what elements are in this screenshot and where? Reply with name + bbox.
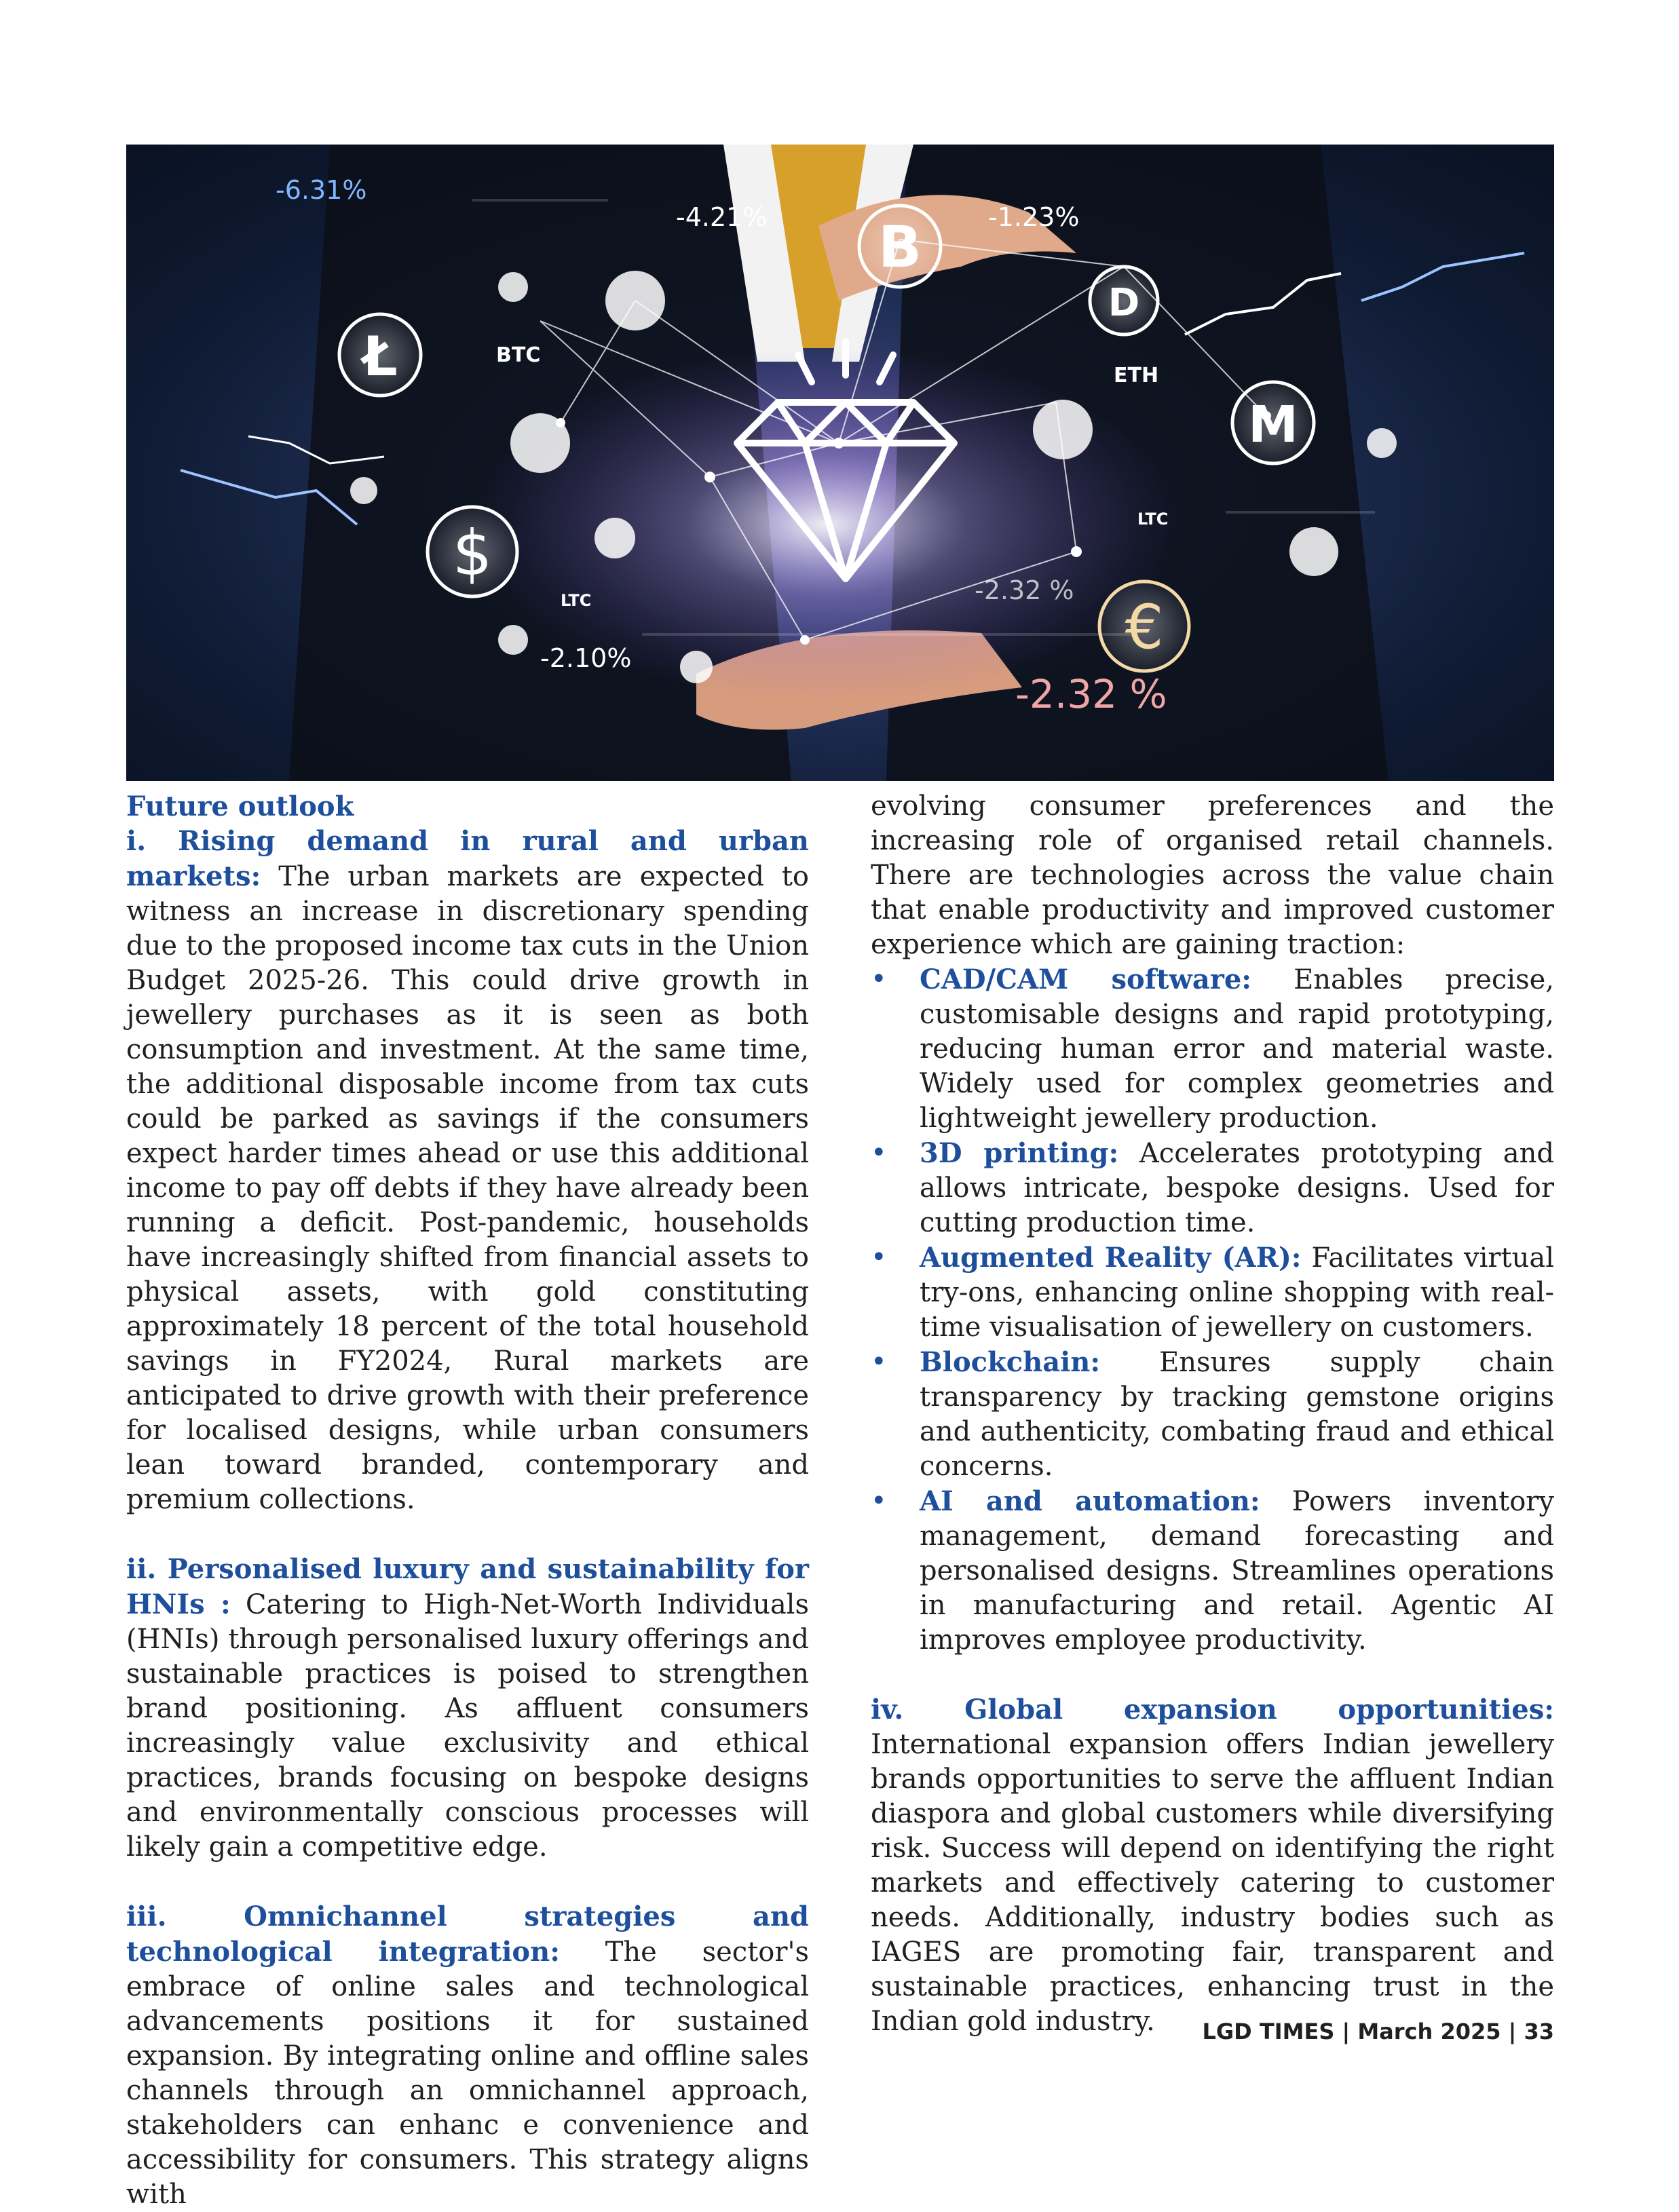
section-title: i. Rising demand in rural and urban markets: (126, 825, 809, 892)
coin-label: LTC (561, 591, 592, 610)
bullet-icon: • (871, 1242, 887, 1273)
percent-label: -2.32 % (1015, 671, 1167, 717)
section-body: The sector's embrace of online sales and technological advancements positions it for sustained expansion. By integrating online and offline sales channels through an omnichannel approach, stakeholders can enhanc e convenience and accessibility for consumers. This strategy aligns with (126, 1937, 809, 2210)
svg-text:D: D (1108, 281, 1140, 325)
item-title: 3D printing: (920, 1137, 1119, 1169)
coin-label: LTC (1137, 510, 1169, 529)
svg-text:Ł: Ł (362, 325, 398, 388)
section-title: iii. Omnichannel strategies and technological integration: (126, 1901, 809, 1968)
item-body: Ensures supply chain transparency by tracking gemstone origins and authenticity, combating fraud and ethical concerns. (920, 1347, 1554, 1482)
dash-icon (1090, 267, 1158, 335)
svg-text:$: $ (452, 517, 493, 590)
item-body: Accelerates prototyping and allows intricate, bespoke designs. Used for cutting production time. (920, 1138, 1554, 1238)
item-body: Facilitates virtual try-ons, enhancing online shopping with real-time visualisation of jewellery on customers. (920, 1242, 1554, 1343)
percent-label: -1.23% (988, 202, 1080, 232)
list-item (871, 1240, 1554, 1345)
section-body: Catering to High-Net-Worth Individuals (HNIs) through personalised luxury offerings and sustainable practices is poised to strengthen brand positioning. As affluent consumers increasingly value exclusivity and ethical practices, brands focusing on bespoke designs and environmentally conscious processes will likely gain a competitive edge. (126, 1589, 809, 1863)
percent-label: -2.10% (540, 643, 632, 673)
bitcoin-icon (859, 206, 941, 287)
right-column (871, 789, 1554, 2039)
list-item (871, 1136, 1554, 1240)
bullet-icon: • (871, 1346, 887, 1377)
page-footer: LGD TIMES | March 2025 | 33 (1202, 2019, 1554, 2044)
coin-label: ETH (1114, 364, 1159, 387)
item-title: Augmented Reality (AR): (920, 1242, 1302, 1274)
hero-image (126, 145, 1554, 781)
item-body: Powers inventory management, demand forecasting and personalised designs. Streamlines operations in manufacturing and retail. Agentic AI improves employee productivity. (920, 1486, 1554, 1656)
list-item (871, 1484, 1554, 1658)
item-body: Enables precise, customisable designs and rapid prototyping, reducing human error and material waste. Widely used for complex geometries and lightweight jewellery production. (920, 964, 1554, 1134)
section-title: iv. Global expansion opportunities: (871, 1694, 1554, 1725)
section-rising-demand (126, 824, 809, 1517)
svg-text:B: B (878, 214, 922, 280)
section-title: ii. Personalised luxury and sustainability for HNIs : (126, 1553, 809, 1620)
section-personalised-luxury (126, 1552, 809, 1865)
crypto-diamond-illustration (126, 145, 1554, 781)
section-omnichannel (126, 1899, 809, 2212)
item-title: AI and automation: (920, 1485, 1260, 1517)
intro-paragraph: evolving consumer preferences and the increasing role of organised retail channels. There are technologies across the value chain that enable productivity and improved customer experience which are gaining traction: (871, 790, 1554, 960)
bullet-icon: • (871, 964, 887, 995)
euro-icon (1099, 581, 1189, 671)
section-body: International expansion offers Indian jewellery brands opportunities to serve the affluent Indian diaspora and global customers while diversifying risk. Success will depend on identifying the right markets and effectively catering to customer needs. Additionally, industry bodies such as IAGES are promoting fair, transparent and sustainable practices, enhancing trust in the Indian gold industry. (871, 1729, 1554, 2037)
percent-label: -6.31% (276, 175, 367, 205)
bullet-icon: • (871, 1137, 887, 1168)
svg-text:€: € (1125, 592, 1164, 663)
dollar-icon (428, 507, 517, 596)
item-title: CAD/CAM software: (920, 964, 1252, 995)
litecoin-icon (339, 314, 421, 396)
section-body: The urban markets are expected to witness an increase in discretionary spending due to the proposed income tax cuts in the Union Budget 2025-26. This could drive growth in jewellery purchases as it is seen as both consumption and investment. At the same time, the additional disposable income from tax cuts could be parked as savings if the consumers expect harder times ahead or use this additional income to pay off debts if they have already been running a deficit. Post-pandemic, households have increasingly shifted from financial assets to physical assets, with gold constituting approximately 18 percent of the total household savings in FY2024, Rural markets are anticipated to drive growth with their preference for localised designs, while urban consumers lean toward branded, contemporary and premium collections. (126, 861, 809, 1515)
bullet-icon: • (871, 1485, 887, 1517)
section-global-expansion (871, 1692, 1554, 2039)
left-column (126, 789, 809, 2212)
percent-label: -2.32 % (975, 575, 1074, 605)
item-title: Blockchain: (920, 1346, 1101, 1378)
monero-icon (1232, 382, 1314, 463)
section-heading: Future outlook (126, 790, 354, 822)
list-item (871, 962, 1554, 1136)
list-item (871, 1345, 1554, 1484)
coin-label: BTC (496, 343, 541, 367)
technology-list (871, 962, 1554, 1658)
percent-label: -4.21% (676, 202, 768, 232)
svg-text:M: M (1248, 396, 1298, 454)
